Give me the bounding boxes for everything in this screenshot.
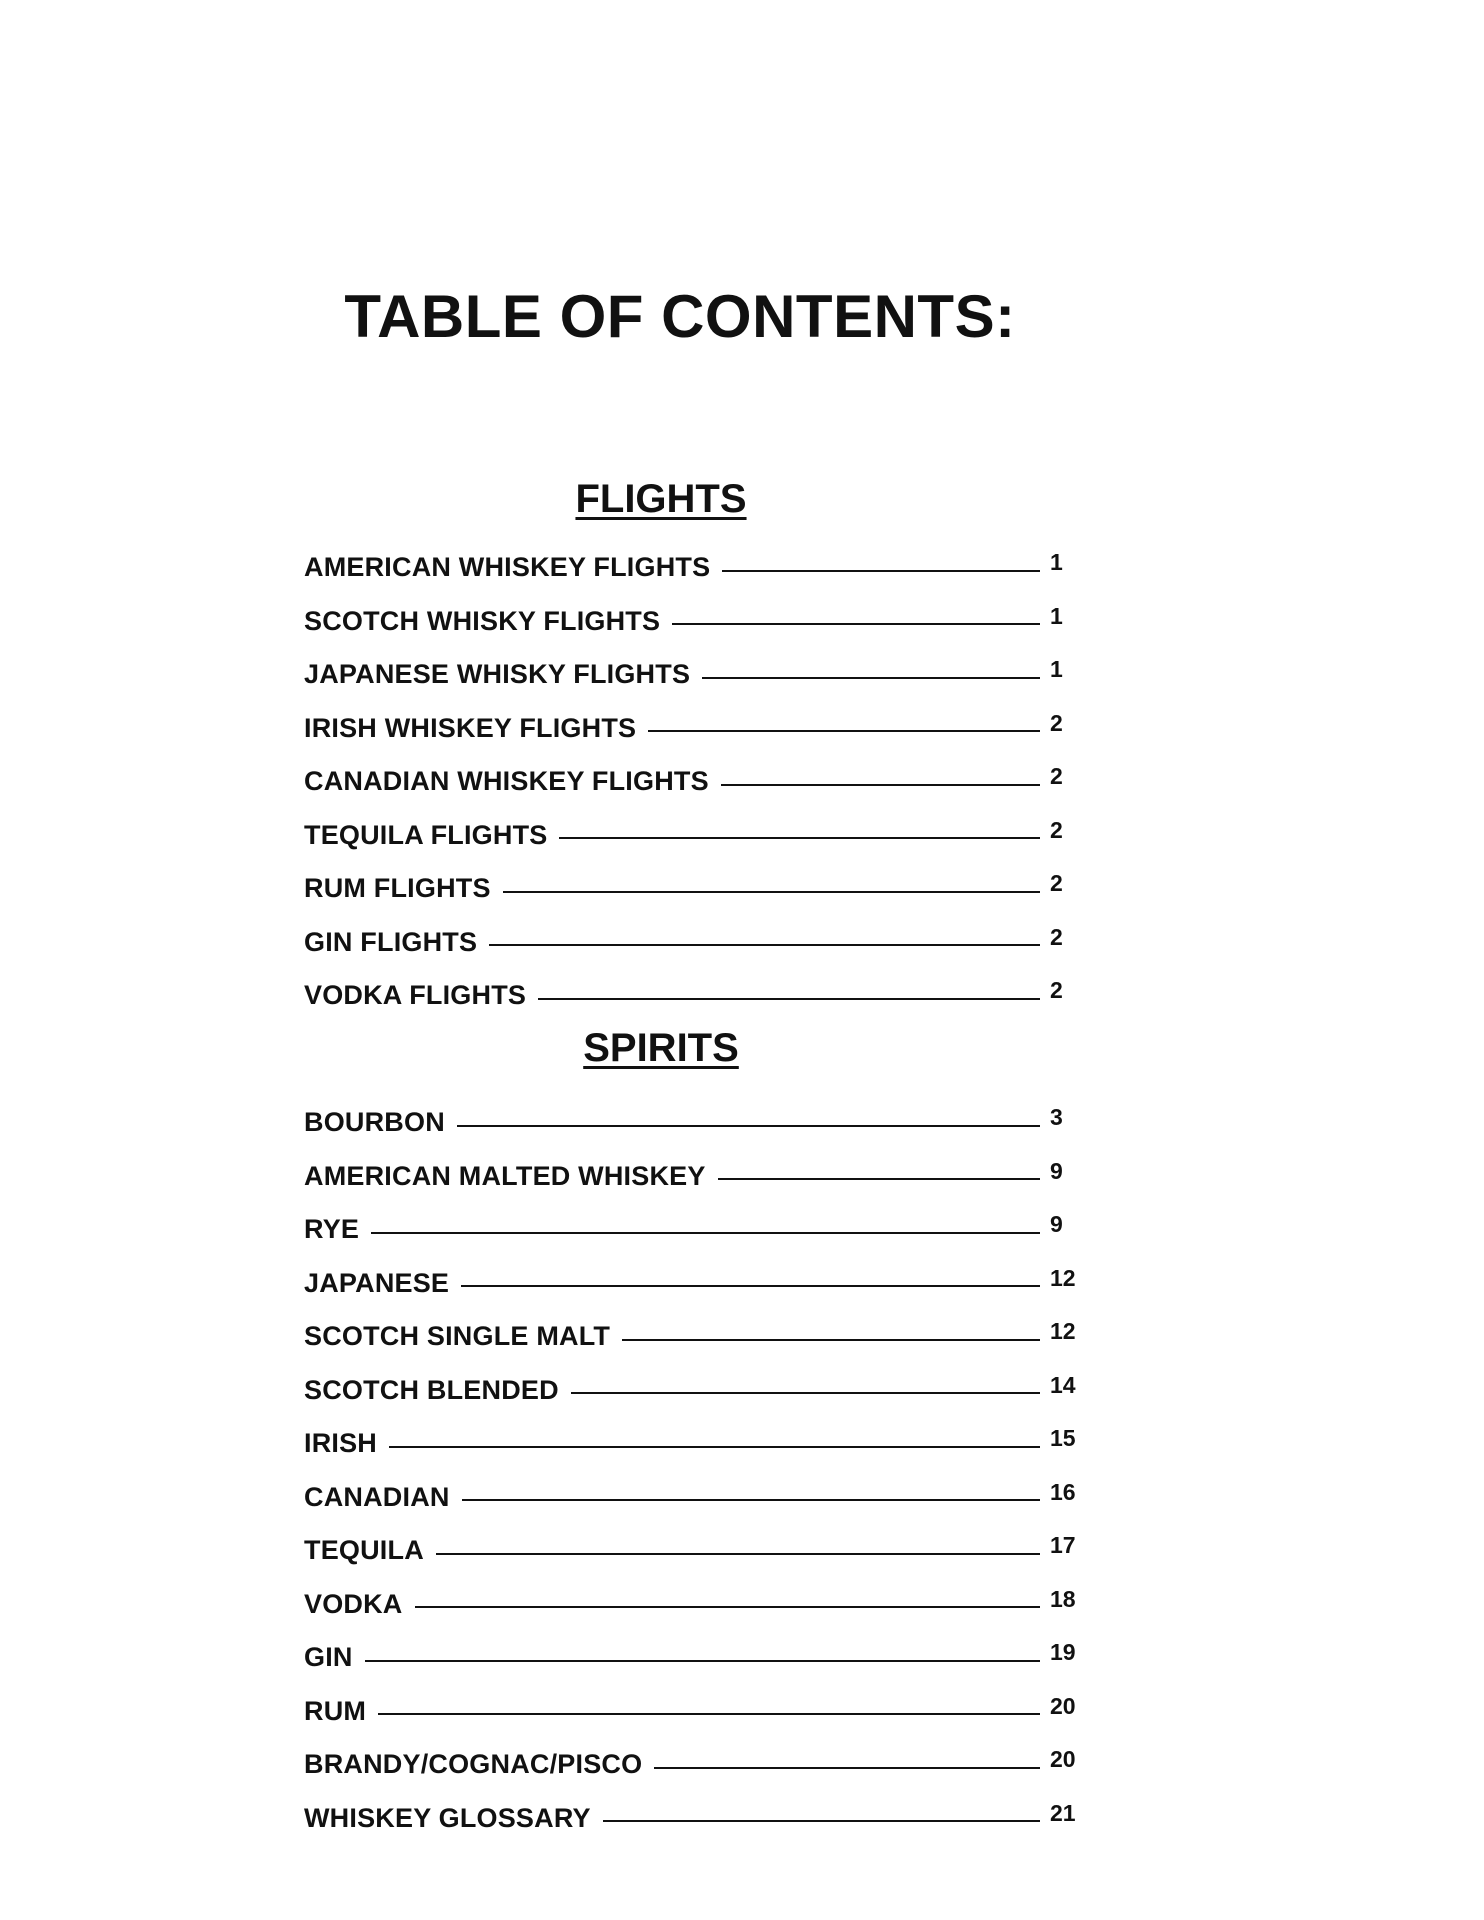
toc-entry-label: TEQUILA [304, 1535, 424, 1566]
toc-entry-label: VODKA FLIGHTS [304, 980, 527, 1011]
toc-entry-label: SCOTCH BLENDED [304, 1374, 559, 1405]
toc-page-number: 20 [1050, 1746, 1076, 1773]
toc-entry-label: AMERICAN WHISKEY FLIGHTS [304, 552, 711, 583]
toc-leader-line [718, 1178, 1040, 1180]
toc-entry-label: RYE [304, 1214, 360, 1245]
toc-entry-label: VODKA [304, 1588, 403, 1619]
toc-leader-line [489, 944, 1040, 946]
toc-entry[interactable] [304, 1578, 1090, 1632]
toc-page-number: 19 [1050, 1639, 1076, 1666]
toc-page-number: 2 [1050, 816, 1063, 843]
toc-entry[interactable] [304, 595, 1090, 649]
toc-entry-label: BRANDY/COGNAC/PISCO [304, 1749, 643, 1780]
toc-leader-line [503, 891, 1040, 893]
toc-page-number: 12 [1050, 1264, 1076, 1291]
toc-page-number: 20 [1050, 1692, 1076, 1719]
toc-entry[interactable] [304, 862, 1090, 916]
flights-section [304, 475, 1090, 1023]
toc-entry-label: TEQUILA FLIGHTS [304, 819, 548, 850]
toc-leader-line [378, 1713, 1040, 1715]
toc-page-number: 2 [1050, 923, 1063, 950]
section-heading-label: SPIRITS [583, 1026, 739, 1070]
toc-entry-label: BOURBON [304, 1107, 445, 1138]
toc-entry-label: CANADIAN [304, 1481, 450, 1512]
toc-page-number: 1 [1050, 656, 1063, 683]
toc-entry-label: AMERICAN MALTED WHISKEY [304, 1160, 706, 1191]
toc-leader-line [538, 998, 1040, 1000]
toc-entry[interactable] [304, 1310, 1090, 1364]
toc-entry-label: IRISH WHISKEY FLIGHTS [304, 712, 637, 743]
toc-entry[interactable] [304, 755, 1090, 809]
toc-entry-label: CANADIAN WHISKEY FLIGHTS [304, 766, 709, 797]
toc-leader-line [461, 1285, 1040, 1287]
toc-leader-line [462, 1499, 1040, 1501]
toc-leader-line [415, 1606, 1040, 1608]
toc-leader-line [702, 677, 1040, 679]
toc-entry-label: WHISKEY GLOSSARY [304, 1802, 591, 1833]
toc-leader-line [603, 1820, 1040, 1822]
toc-entry-label: IRISH [304, 1428, 378, 1459]
toc-entry-label: RUM [304, 1695, 367, 1726]
toc-entry[interactable] [304, 1631, 1090, 1685]
toc-leader-line [365, 1660, 1040, 1662]
toc-entry[interactable] [304, 1096, 1090, 1150]
section-heading-spirits [304, 1024, 1018, 1072]
toc-entry[interactable] [304, 1471, 1090, 1525]
section-heading-label: FLIGHTS [575, 477, 747, 521]
toc-leader-line [622, 1339, 1040, 1341]
toc-entry-label: SCOTCH SINGLE MALT [304, 1321, 611, 1352]
toc-leader-line [654, 1767, 1040, 1769]
toc-page-number: 21 [1050, 1799, 1076, 1826]
toc-entry[interactable] [304, 1417, 1090, 1471]
toc-entry[interactable] [304, 809, 1090, 863]
toc-entry[interactable] [304, 1792, 1090, 1846]
toc-entry[interactable] [304, 916, 1090, 970]
toc-page-number: 1 [1050, 549, 1063, 576]
toc-page-number: 16 [1050, 1478, 1076, 1505]
section-heading-flights [304, 475, 1018, 523]
toc-page-number: 9 [1050, 1157, 1063, 1184]
toc-leader-line [436, 1553, 1040, 1555]
toc-page-number: 2 [1050, 870, 1063, 897]
toc-page-number: 2 [1050, 709, 1063, 736]
toc-entry[interactable] [304, 702, 1090, 756]
toc-leader-line [571, 1392, 1040, 1394]
toc-leader-line [648, 730, 1040, 732]
toc-page-number: 15 [1050, 1425, 1076, 1452]
toc-entry[interactable] [304, 1257, 1090, 1311]
toc-entry-label: JAPANESE WHISKY FLIGHTS [304, 659, 691, 690]
toc-leader-line [371, 1232, 1040, 1234]
toc-entry[interactable] [304, 1524, 1090, 1578]
toc-entry[interactable] [304, 541, 1090, 595]
toc-page-number: 14 [1050, 1371, 1076, 1398]
toc-page-number: 12 [1050, 1318, 1076, 1345]
toc-page-number: 18 [1050, 1585, 1076, 1612]
page-title: TABLE OF CONTENTS: [344, 283, 1016, 350]
toc-entry[interactable] [304, 1150, 1090, 1204]
toc-page-number: 2 [1050, 763, 1063, 790]
toc-page-number: 2 [1050, 977, 1063, 1004]
toc-list-flights [304, 541, 1090, 1023]
toc-leader-line [722, 570, 1040, 572]
spirits-section [304, 1024, 1090, 1845]
toc-leader-line [559, 837, 1040, 839]
toc-entry[interactable] [304, 969, 1090, 1023]
toc-page-number: 9 [1050, 1211, 1063, 1238]
toc-entry[interactable] [304, 648, 1090, 702]
toc-leader-line [721, 784, 1040, 786]
toc-entry-label: RUM FLIGHTS [304, 873, 491, 904]
toc-page-number: 1 [1050, 602, 1063, 629]
toc-entry[interactable] [304, 1738, 1090, 1792]
toc-page-number: 17 [1050, 1532, 1076, 1559]
toc-page-number: 3 [1050, 1104, 1063, 1131]
toc-leader-line [457, 1125, 1040, 1127]
toc-entry[interactable] [304, 1685, 1090, 1739]
toc-entry-label: JAPANESE [304, 1267, 450, 1298]
toc-entry[interactable] [304, 1364, 1090, 1418]
toc-list-spirits [304, 1096, 1090, 1845]
toc-entry-label: GIN [304, 1642, 353, 1673]
toc-entry-label: SCOTCH WHISKY FLIGHTS [304, 605, 661, 636]
toc-leader-line [389, 1446, 1040, 1448]
toc-leader-line [672, 623, 1040, 625]
toc-entry[interactable] [304, 1203, 1090, 1257]
toc-entry-label: GIN FLIGHTS [304, 926, 478, 957]
